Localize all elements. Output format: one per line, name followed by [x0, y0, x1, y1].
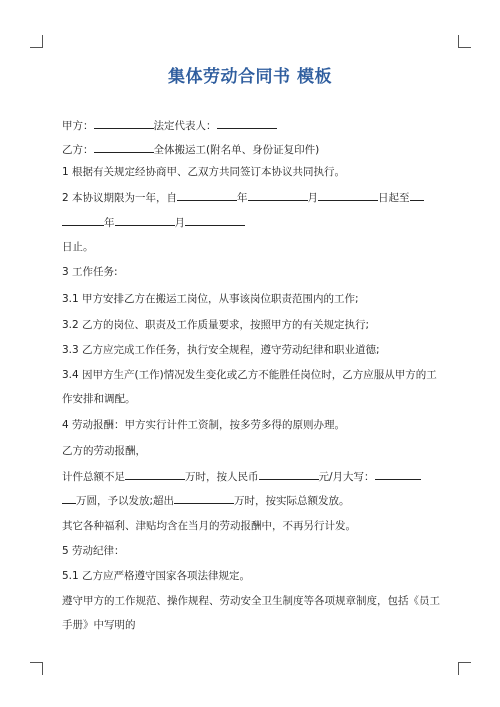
- end-year-blank-part-2: [62, 214, 104, 226]
- end-year-unit: 年: [104, 217, 115, 229]
- clause-3-4: 3.4 因甲方生产(工作)情况发生变化或乙方不能胜任岗位时，乙方应服从甲方的工作安排和调配。: [62, 369, 437, 405]
- clause-4-d: [62, 492, 442, 508]
- clause-3-3: 3.3 乙方应完成工作任务，执行安全规程，遵守劳动纪律和职业道德;: [62, 344, 380, 356]
- start-year-blank: [177, 189, 237, 201]
- clause-5-1: 5.1 乙方应严格遵守国家各项法律规定。: [62, 570, 251, 582]
- clause-4-c-text-2: 万时，按人民币: [185, 471, 259, 483]
- end-month-unit: 月: [174, 217, 185, 229]
- clause-4-c-text-1: 计件总额不足: [62, 471, 125, 483]
- clause-4-d-text-2: 万时，按实际总额发放。: [234, 495, 350, 507]
- clause-3-1: 3.1 甲方安排乙方在搬运工岗位，从事该岗位职责范围内的工作;: [62, 293, 359, 305]
- clause-4-c-text-3: 元/月大写：: [318, 471, 375, 483]
- party-b-label: 乙方：: [62, 144, 94, 156]
- rmb-amount-blank: [259, 468, 319, 480]
- clause-4: 4 劳动报酬：甲方实行计件工资制，按多劳多得的原则办理。: [62, 419, 346, 431]
- end-day-blank: [185, 214, 245, 226]
- clause-1: 1 根据有关规定经协商甲、乙双方共同签订本协议共同执行。: [62, 166, 346, 178]
- clause-3-2: 3.2 乙方的岗位、职责及工作质量要求，按照甲方的有关规定执行;: [62, 319, 370, 331]
- clause-2-text: 2 本协议期限为一年，自: [62, 192, 178, 204]
- start-day-unit: 日起至: [378, 192, 410, 204]
- threshold-blank: [125, 468, 185, 480]
- clause-5-2: 遵守甲方的工作规范、操作规程、劳动安全卫生制度等各项规章制度，包括《员工手册》中写明的: [62, 595, 440, 631]
- uppercase-amount-blank: [375, 468, 421, 480]
- start-day-blank: [318, 189, 378, 201]
- crop-mark-bottom-right: [458, 662, 471, 675]
- crop-mark-top-right: [458, 35, 471, 48]
- clause-4-c: [62, 468, 442, 484]
- clause-3-heading: 3 工作任务:: [62, 266, 118, 278]
- party-b-text: 全体搬运工(附名单、身份证复印件): [153, 144, 320, 156]
- start-month-unit: 月: [307, 192, 319, 204]
- end-year-blank-part-1: [410, 189, 424, 201]
- party-b-line: [62, 141, 442, 157]
- end-month-blank: [115, 214, 175, 226]
- clause-2-end: 日止。: [62, 241, 94, 253]
- party-a-line: [62, 117, 442, 133]
- exceed-threshold-blank: [174, 492, 234, 504]
- uppercase-amount-blank-cont: [62, 492, 76, 504]
- clause-4-b: 乙方的劳动报酬，: [62, 445, 146, 457]
- legal-rep-blank: [217, 117, 277, 129]
- clause-2-line-1: [62, 189, 442, 205]
- start-year-unit: 年: [237, 192, 248, 204]
- document-title: 集体劳动合同书 模板: [168, 67, 332, 87]
- start-month-blank: [248, 189, 308, 201]
- clause-2-line-2: [62, 214, 442, 230]
- crop-mark-bottom-left: [30, 662, 43, 675]
- clause-4-d-text-1: 万圆，予以发放;超出: [76, 495, 175, 507]
- party-a-blank: [94, 117, 154, 129]
- party-a-label: 甲方：: [62, 120, 94, 132]
- clause-4-e: 其它各种福利、津贴均含在当月的劳动报酬中，不再另行计发。: [62, 520, 356, 532]
- crop-mark-top-left: [30, 35, 43, 48]
- party-b-blank: [94, 141, 154, 153]
- legal-rep-label: 法定代表人：: [153, 120, 217, 132]
- clause-5-heading: 5 劳动纪律：: [62, 545, 125, 557]
